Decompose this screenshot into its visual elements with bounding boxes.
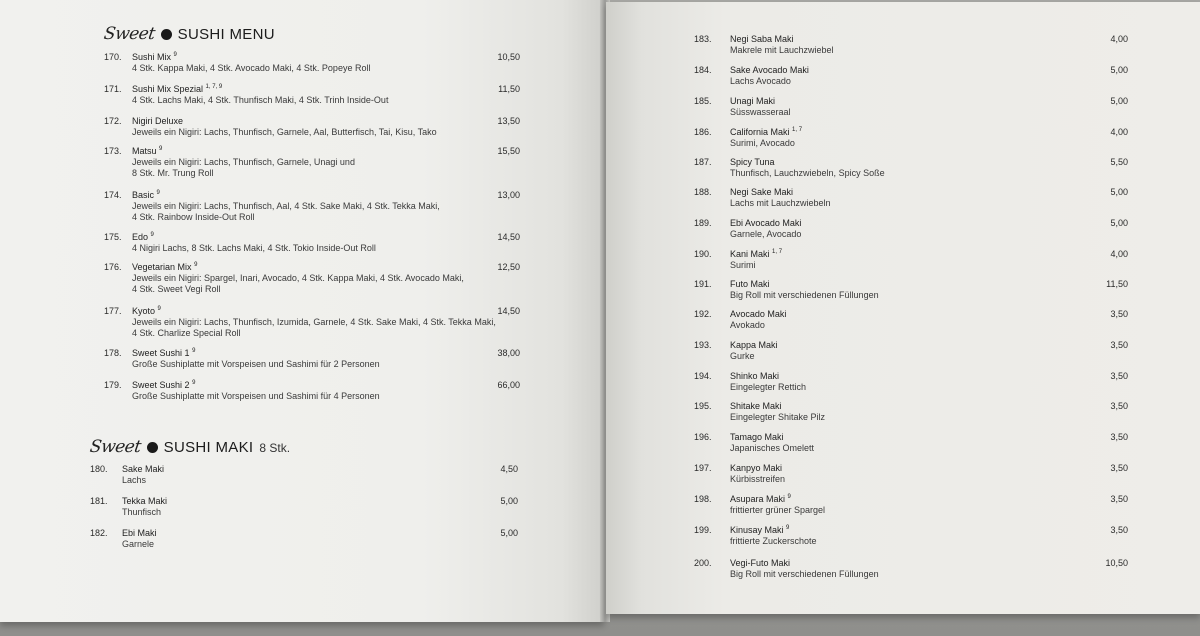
item-name — [132, 232, 154, 243]
item-name — [730, 558, 790, 569]
item-name — [730, 65, 809, 76]
menu-item — [694, 432, 1154, 458]
menu-item — [694, 463, 1154, 489]
item-description: Japanisches Omelett — [730, 443, 815, 453]
item-price: 4,00 — [1110, 34, 1128, 44]
item-name — [730, 96, 775, 107]
item-number: 191. — [694, 279, 712, 289]
item-number: 178. — [104, 348, 122, 358]
item-description: Garnele — [122, 539, 155, 549]
item-name-text: Negi Sake Maki — [730, 187, 794, 197]
menu-item — [104, 380, 524, 406]
item-name — [730, 187, 793, 198]
menu-item — [694, 96, 1154, 122]
item-name-text: Asupara Maki — [730, 494, 786, 504]
item-description-line2: 4 Stk. Charlize Special Roll — [132, 328, 241, 338]
item-description: Große Sushiplatte mit Vorspeisen und Sashimi für 2 Personen — [132, 359, 380, 369]
item-number: 198. — [694, 494, 712, 504]
item-number: 188. — [694, 187, 712, 197]
menu-item — [104, 232, 524, 258]
menu-item — [694, 309, 1154, 335]
item-number: 175. — [104, 232, 122, 242]
allergen-codes: 1, 7, 9 — [205, 84, 223, 90]
menu-item — [694, 494, 1154, 520]
menu-item — [694, 65, 1154, 91]
allergen-codes: 9 — [159, 146, 163, 152]
item-name-text: Kinusay Maki — [730, 525, 784, 535]
brand-dot-icon — [147, 442, 158, 453]
item-description: frittierte Zuckerschote — [730, 536, 817, 546]
menu-item — [104, 348, 524, 374]
item-name — [122, 528, 157, 539]
item-name-text: Kani Maki — [730, 249, 770, 259]
item-number: 174. — [104, 190, 122, 200]
item-description: Große Sushiplatte mit Vorspeisen und Sashimi für 4 Personen — [132, 391, 380, 401]
item-number: 173. — [104, 146, 122, 156]
item-price: 5,00 — [1110, 218, 1128, 228]
item-price: 13,50 — [497, 116, 520, 126]
allergen-codes: 9 — [786, 525, 790, 531]
allergen-codes: 9 — [787, 494, 791, 500]
item-price: 10,50 — [1105, 558, 1128, 568]
item-name-text: Sake Maki — [122, 464, 165, 474]
item-name — [730, 218, 801, 229]
allergen-codes: 9 — [156, 190, 160, 196]
item-number: 192. — [694, 309, 712, 319]
sushi-maki-heading — [90, 437, 290, 457]
item-price: 38,00 — [497, 348, 520, 358]
item-description: Eingelegter Rettich — [730, 382, 807, 392]
item-number: 176. — [104, 262, 122, 272]
allergen-codes: 1, 7 — [772, 249, 783, 255]
item-number: 189. — [694, 218, 712, 228]
menu-item — [694, 558, 1154, 584]
item-name — [132, 380, 195, 391]
allergen-codes: 9 — [173, 52, 177, 58]
item-number: 182. — [90, 528, 108, 538]
menu-item — [694, 525, 1154, 551]
menu-item — [104, 190, 524, 222]
menu-item — [694, 249, 1154, 275]
menu-item — [694, 187, 1154, 213]
item-name-text: Kanpyo Maki — [730, 463, 783, 473]
menu-item — [90, 496, 522, 522]
item-name-text: Sweet Sushi 1 — [132, 348, 190, 358]
menu-item — [104, 116, 524, 142]
left-page — [0, 0, 604, 622]
item-name — [730, 249, 782, 260]
item-name — [730, 340, 778, 351]
item-name — [730, 525, 789, 536]
menu-item — [694, 401, 1154, 427]
item-description: frittierter grüner Spargel — [730, 505, 826, 515]
item-number: 177. — [104, 306, 122, 316]
item-description: Jeweils ein Nigiri: Spargel, Inari, Avocado, 4 Stk. Kappa Maki, 4 Stk. Avocado Maki, — [132, 273, 464, 283]
allergen-codes: 9 — [192, 348, 196, 354]
item-description: Kürbisstreifen — [730, 474, 786, 484]
item-price: 5,00 — [1110, 187, 1128, 197]
item-name-text: Ebi Avocado Maki — [730, 218, 802, 228]
item-number: 200. — [694, 558, 712, 568]
item-description: Eingelegter Shitake Pilz — [730, 412, 826, 422]
item-description-line2: 4 Stk. Rainbow Inside-Out Roll — [132, 212, 255, 222]
item-name — [730, 494, 791, 505]
item-price: 11,50 — [1106, 279, 1128, 289]
item-number: 171. — [104, 84, 122, 94]
item-name-text: Unagi Maki — [730, 96, 776, 106]
item-number: 179. — [104, 380, 122, 390]
item-price: 12,50 — [497, 262, 520, 272]
item-price: 13,00 — [497, 190, 520, 200]
item-name-text: Ebi Maki — [122, 528, 157, 538]
item-description: Surimi, Avocado — [730, 138, 795, 148]
section-title: SUSHI MENU — [177, 26, 275, 43]
item-number: 180. — [90, 464, 108, 474]
item-name-text: Avocado Maki — [730, 309, 787, 319]
item-name-text: Sushi Mix — [132, 52, 172, 62]
item-description: Thunfisch — [122, 507, 162, 517]
menu-item — [694, 218, 1154, 244]
brand-dot-icon — [161, 29, 172, 40]
item-description: Surimi — [730, 260, 756, 270]
item-price: 3,50 — [1110, 463, 1128, 473]
item-price: 3,50 — [1110, 309, 1128, 319]
item-description: Big Roll mit verschiedenen Füllungen — [730, 290, 879, 300]
menu-item — [694, 340, 1154, 366]
item-name-text: Shinko Maki — [730, 371, 780, 381]
item-description-line2: 8 Stk. Mr. Trung Roll — [132, 168, 214, 178]
allergen-codes: 9 — [157, 306, 161, 312]
item-name — [730, 463, 782, 474]
item-price: 3,50 — [1110, 371, 1128, 381]
item-price: 3,50 — [1110, 340, 1128, 350]
item-price: 4,00 — [1110, 127, 1128, 137]
item-price: 4,00 — [1110, 249, 1128, 259]
item-description: Süsswasseraal — [730, 107, 791, 117]
item-price: 10,50 — [497, 52, 520, 62]
item-description: Garnele, Avocado — [730, 229, 802, 239]
item-name — [132, 306, 161, 317]
item-price: 5,00 — [1110, 96, 1128, 106]
allergen-codes: 9 — [192, 380, 196, 386]
menu-item — [694, 34, 1154, 60]
item-price: 5,00 — [500, 496, 518, 506]
item-number: 199. — [694, 525, 712, 535]
item-name-text: Tekka Maki — [122, 496, 168, 506]
item-name — [730, 309, 786, 320]
item-description: Avokado — [730, 320, 765, 330]
item-description-line2: 4 Stk. Sweet Vegi Roll — [132, 284, 221, 294]
item-number: 197. — [694, 463, 712, 473]
item-price: 15,50 — [497, 146, 520, 156]
menu-item — [90, 464, 522, 490]
menu-item — [104, 84, 524, 110]
menu-item — [694, 279, 1154, 305]
item-description: Jeweils ein Nigiri: Lachs, Thunfisch, Izumida, Garnele, 4 Stk. Sake Maki, 4 Stk. Tekka Maki, — [132, 317, 496, 327]
item-name — [132, 84, 222, 95]
item-description: Lachs — [122, 475, 147, 485]
item-name-text: Matsu — [132, 146, 157, 156]
item-description: Jeweils ein Nigiri: Lachs, Thunfisch, Garnele, Unagi und — [132, 157, 355, 167]
item-name — [730, 401, 782, 412]
allergen-codes: 9 — [194, 262, 198, 268]
item-number: 196. — [694, 432, 712, 442]
item-name — [132, 262, 197, 273]
item-price: 66,00 — [497, 380, 520, 390]
item-number: 181. — [90, 496, 108, 506]
item-number: 170. — [104, 52, 122, 62]
item-name-text: Sake Avocado Maki — [730, 65, 809, 75]
item-name-text: Tamago Maki — [730, 432, 784, 442]
item-number: 172. — [104, 116, 122, 126]
item-number: 190. — [694, 249, 712, 259]
menu-item — [694, 371, 1154, 397]
item-price: 5,50 — [1110, 157, 1128, 167]
item-description: Gurke — [730, 351, 755, 361]
item-description: Big Roll mit verschiedenen Füllungen — [730, 569, 879, 579]
item-name — [132, 190, 160, 201]
menu-item — [90, 528, 522, 554]
menu-item — [694, 157, 1154, 183]
menu-item — [104, 146, 524, 178]
item-description: Jeweils ein Nigiri: Lachs, Thunfisch, Aal, 4 Stk. Sake Maki, 4 Stk. Tekka Maki, — [132, 201, 440, 211]
item-description: Makrele mit Lauchzwiebel — [730, 45, 834, 55]
item-description: Lachs mit Lauchzwiebeln — [730, 198, 831, 208]
item-name-text: Futo Maki — [730, 279, 770, 289]
item-price: 14,50 — [497, 306, 520, 316]
menu-item — [694, 127, 1154, 153]
item-price: 3,50 — [1110, 432, 1128, 442]
item-price: 3,50 — [1110, 525, 1128, 535]
allergen-codes: 1, 7 — [792, 127, 803, 133]
item-number: 194. — [694, 371, 712, 381]
item-description: 4 Nigiri Lachs, 8 Stk. Lachs Maki, 4 Stk. Tokio Inside-Out Roll — [132, 243, 376, 253]
item-name — [132, 52, 177, 63]
item-name-text: Sushi Mix Spezial — [132, 84, 204, 94]
item-name — [730, 432, 784, 443]
item-name — [730, 371, 779, 382]
item-name — [132, 116, 183, 127]
item-description: Lachs Avocado — [730, 76, 791, 86]
item-name-text: Edo — [132, 232, 149, 242]
item-name — [730, 34, 794, 45]
item-name — [730, 127, 802, 138]
menu-item — [104, 262, 524, 294]
item-name-text: Vegetarian Mix — [132, 262, 192, 272]
item-name — [122, 464, 164, 475]
item-name — [122, 496, 167, 507]
menu-item — [104, 52, 524, 78]
item-name — [730, 157, 775, 168]
item-name-text: California Maki — [730, 127, 790, 137]
item-number: 186. — [694, 127, 712, 137]
allergen-codes: 9 — [150, 232, 154, 238]
item-name — [132, 146, 162, 157]
item-description: 4 Stk. Lachs Maki, 4 Stk. Thunfisch Maki, 4 Stk. Trinh Inside-Out — [132, 95, 389, 105]
item-name-text: Shitake Maki — [730, 401, 782, 411]
brand-logo: Sweet — [88, 437, 143, 457]
sushi-menu-heading — [104, 24, 275, 44]
section-title: SUSHI MAKI — [163, 439, 254, 456]
item-description: Jeweils ein Nigiri: Lachs, Thunfisch, Garnele, Aal, Butterfisch, Tai, Kisu, Tako — [132, 127, 437, 137]
item-name-text: Basic — [132, 190, 155, 200]
item-description: Thunfisch, Lauchzwiebeln, Spicy Soße — [730, 168, 885, 178]
brand-logo: Sweet — [102, 24, 157, 44]
item-name-text: Spicy Tuna — [730, 157, 775, 167]
item-number: 183. — [694, 34, 712, 44]
item-price: 11,50 — [498, 84, 520, 94]
item-name — [730, 279, 770, 290]
item-price: 3,50 — [1110, 401, 1128, 411]
item-number: 187. — [694, 157, 712, 167]
item-number: 193. — [694, 340, 712, 350]
item-name-text: Kappa Maki — [730, 340, 778, 350]
item-name-text: Sweet Sushi 2 — [132, 380, 190, 390]
item-price: 5,00 — [500, 528, 518, 538]
item-description: 4 Stk. Kappa Maki, 4 Stk. Avocado Maki, 4 Stk. Popeye Roll — [132, 63, 371, 73]
item-name-text: Nigiri Deluxe — [132, 116, 184, 126]
item-name-text: Kyoto — [132, 306, 156, 316]
item-price: 14,50 — [497, 232, 520, 242]
right-page — [606, 2, 1200, 614]
item-number: 184. — [694, 65, 712, 75]
item-name-text: Negi Saba Maki — [730, 34, 794, 44]
menu-item — [104, 306, 524, 338]
item-name — [132, 348, 195, 359]
item-number: 195. — [694, 401, 712, 411]
item-price: 4,50 — [500, 464, 518, 474]
item-price: 5,00 — [1110, 65, 1128, 75]
item-number: 185. — [694, 96, 712, 106]
item-name-text: Vegi-Futo Maki — [730, 558, 791, 568]
item-price: 3,50 — [1110, 494, 1128, 504]
section-title-suffix: 8 Stk. — [259, 441, 291, 455]
